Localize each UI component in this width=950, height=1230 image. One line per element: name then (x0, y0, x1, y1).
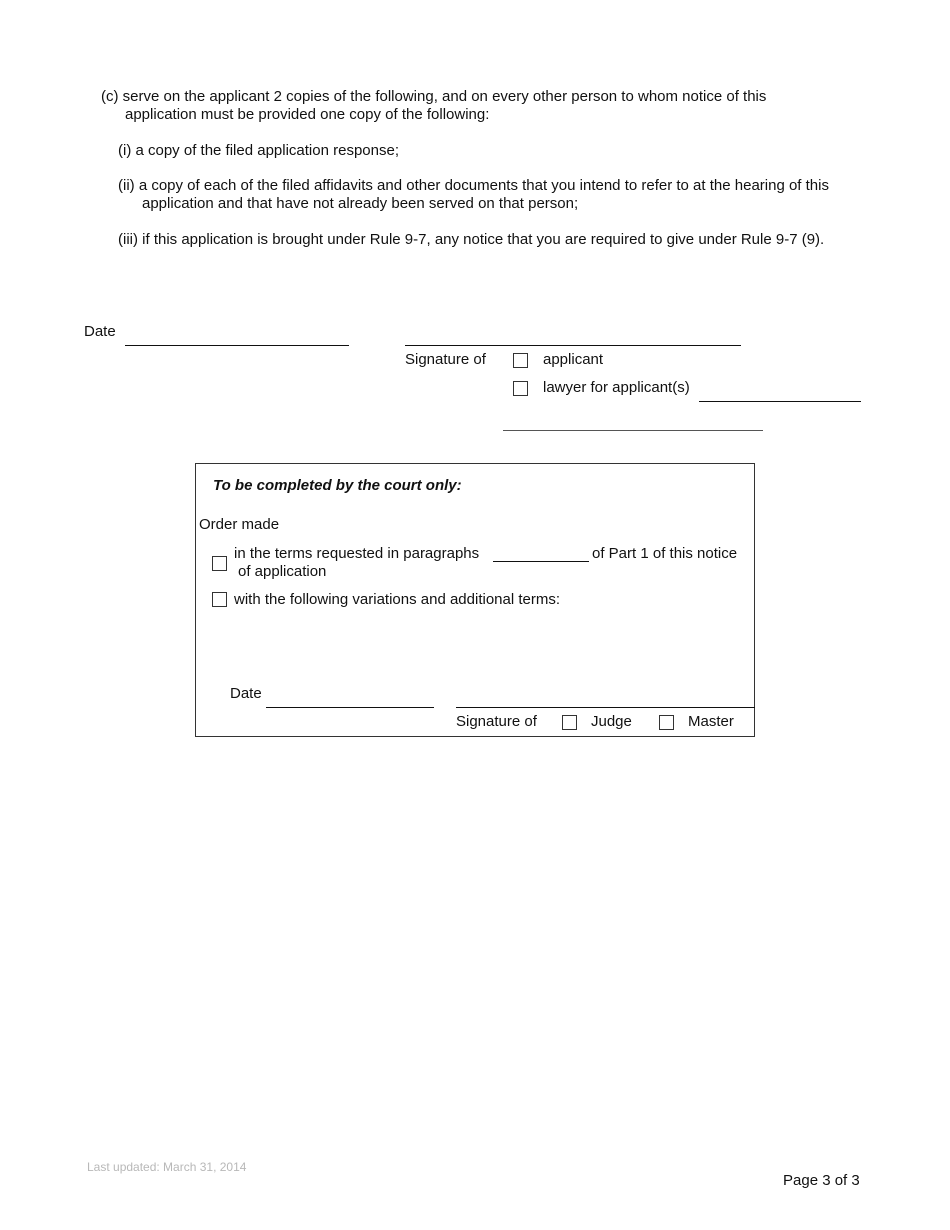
court-signature-line[interactable] (456, 707, 755, 708)
item-c-line2: application must be provided one copy of the following: (125, 106, 490, 123)
terms-requested-line2: of application (238, 563, 327, 580)
judge-checkbox[interactable] (562, 715, 577, 730)
court-signature-of-label: Signature of (456, 713, 537, 730)
last-updated: Last updated: March 31, 2014 (87, 1160, 247, 1174)
judge-label: Judge (591, 713, 632, 730)
order-made-label: Order made (199, 516, 280, 533)
date-label: Date (84, 323, 116, 340)
variations-label: with the following variations and additional terms: (234, 591, 561, 608)
applicant-label: applicant (543, 351, 604, 368)
court-only-box (195, 463, 755, 737)
terms-requested-checkbox[interactable] (212, 556, 227, 571)
paragraphs-field-line[interactable] (493, 561, 589, 562)
signature-of-label: Signature of (405, 351, 486, 368)
variations-checkbox[interactable] (212, 592, 227, 607)
item-ii-line1: (ii) a copy of each of the filed affidavits and other documents that you intend to refer to at the hearing of this (118, 177, 829, 194)
name-field-line[interactable] (503, 430, 763, 431)
applicant-checkbox[interactable] (513, 353, 528, 368)
master-checkbox[interactable] (659, 715, 674, 730)
lawyer-label: lawyer for applicant(s) (543, 379, 690, 396)
item-c-line1: (c) serve on the applicant 2 copies of the following, and on every other person to whom notice of this (101, 88, 767, 105)
item-i: (i) a copy of the filed application response; (118, 142, 399, 159)
court-only-title: To be completed by the court only: (213, 477, 462, 494)
master-label: Master (688, 713, 734, 730)
item-iii: (iii) if this application is brought under Rule 9-7, any notice that you are required to give under Rule 9-7 (9). (118, 231, 825, 248)
signature-line[interactable] (405, 345, 741, 346)
lawyer-name-line[interactable] (699, 401, 861, 402)
court-date-label: Date (230, 685, 262, 702)
terms-requested-prefix: in the terms requested in paragraphs (234, 545, 480, 562)
lawyer-checkbox[interactable] (513, 381, 528, 396)
terms-requested-suffix: of Part 1 of this notice (592, 545, 738, 562)
court-date-line[interactable] (266, 707, 434, 708)
item-ii-line2: application and that have not already been served on that person; (142, 195, 579, 212)
date-field-line[interactable] (125, 345, 349, 346)
page-number: Page 3 of 3 (783, 1172, 860, 1189)
